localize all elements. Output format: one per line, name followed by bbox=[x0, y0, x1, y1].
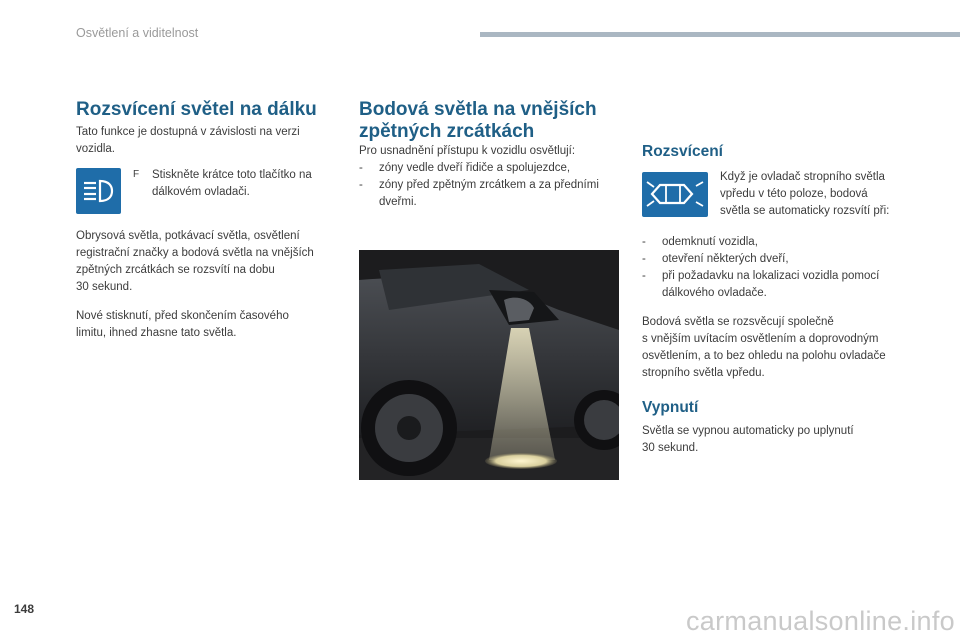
paragraph-lights-off: Nové stisknutí, před skončením časového limitu, ihned zhasne tato světla. bbox=[76, 310, 289, 339]
courtesy-icon-text: Když je ovladač stropního světla vpředu v této poloze, bodová světla se automaticky rozsvítí při: bbox=[720, 171, 890, 217]
page-number: 148 bbox=[14, 602, 35, 616]
instruction-marker: F bbox=[133, 169, 140, 180]
list-item: - zóny před zpětným zrcátkem a za předními dveřmi. bbox=[359, 177, 629, 211]
heading-switch-on: Rozsvícení bbox=[642, 143, 723, 160]
header-section-title: Osvětlení a viditelnost bbox=[76, 26, 199, 40]
list-item: - odemknutí vozidla, bbox=[642, 234, 922, 251]
list-item: - zóny vedle dveří řidiče a spolujezdce, bbox=[359, 160, 629, 177]
courtesy-light-button-icon bbox=[642, 172, 708, 217]
paragraph-lights-on: Obrysová světla, potkávací světla, osvětlení registrační značky a bodová světla na vnějších zpětných zrcátkách se rozsvítí na dobu 30 sekund. bbox=[76, 230, 314, 293]
header-rule bbox=[480, 32, 960, 37]
high-beam-button-icon bbox=[76, 168, 121, 214]
combined-lighting-paragraph: Bodová světla se rozsvěcují společně s vnějším uvítacím osvětlením a doprovodným osvětlením, a to bez ohledu na polohu ovladače stropního světla vpředu. bbox=[642, 316, 886, 379]
heading-switch-off: Vypnutí bbox=[642, 399, 699, 416]
switch-on-conditions-list bbox=[642, 234, 922, 302]
mirror-lights-list bbox=[359, 160, 629, 211]
courtesy-light-car-icon bbox=[642, 172, 708, 217]
switch-off-text: Světla se vypnou automaticky po uplynutí 30 sekund. bbox=[642, 425, 854, 454]
intro-text: Tato funkce je dostupná v závislosti na verzi vozidla. bbox=[76, 126, 300, 155]
instruction-text: Stiskněte krátce toto tlačítko na dálkovém ovladači. bbox=[152, 169, 312, 198]
heading-mirror-lights: Bodová světla na vnějších zpětných zrcátkách bbox=[359, 99, 597, 142]
high-beam-headlight-icon bbox=[76, 168, 121, 214]
list-item: - při požadavku na lokalizaci vozidla pomocí dálkového ovladače. bbox=[642, 268, 922, 302]
watermark: carmanualsonline.info bbox=[686, 606, 955, 636]
car-mirror-puddle-light-photo bbox=[359, 250, 619, 480]
mirror-lights-intro: Pro usnadnění přístupu k vozidlu osvětlují: bbox=[359, 145, 576, 157]
heading-high-beam: Rozsvícení světel na dálku bbox=[76, 99, 317, 120]
list-item: - otevření některých dveří, bbox=[642, 251, 922, 268]
